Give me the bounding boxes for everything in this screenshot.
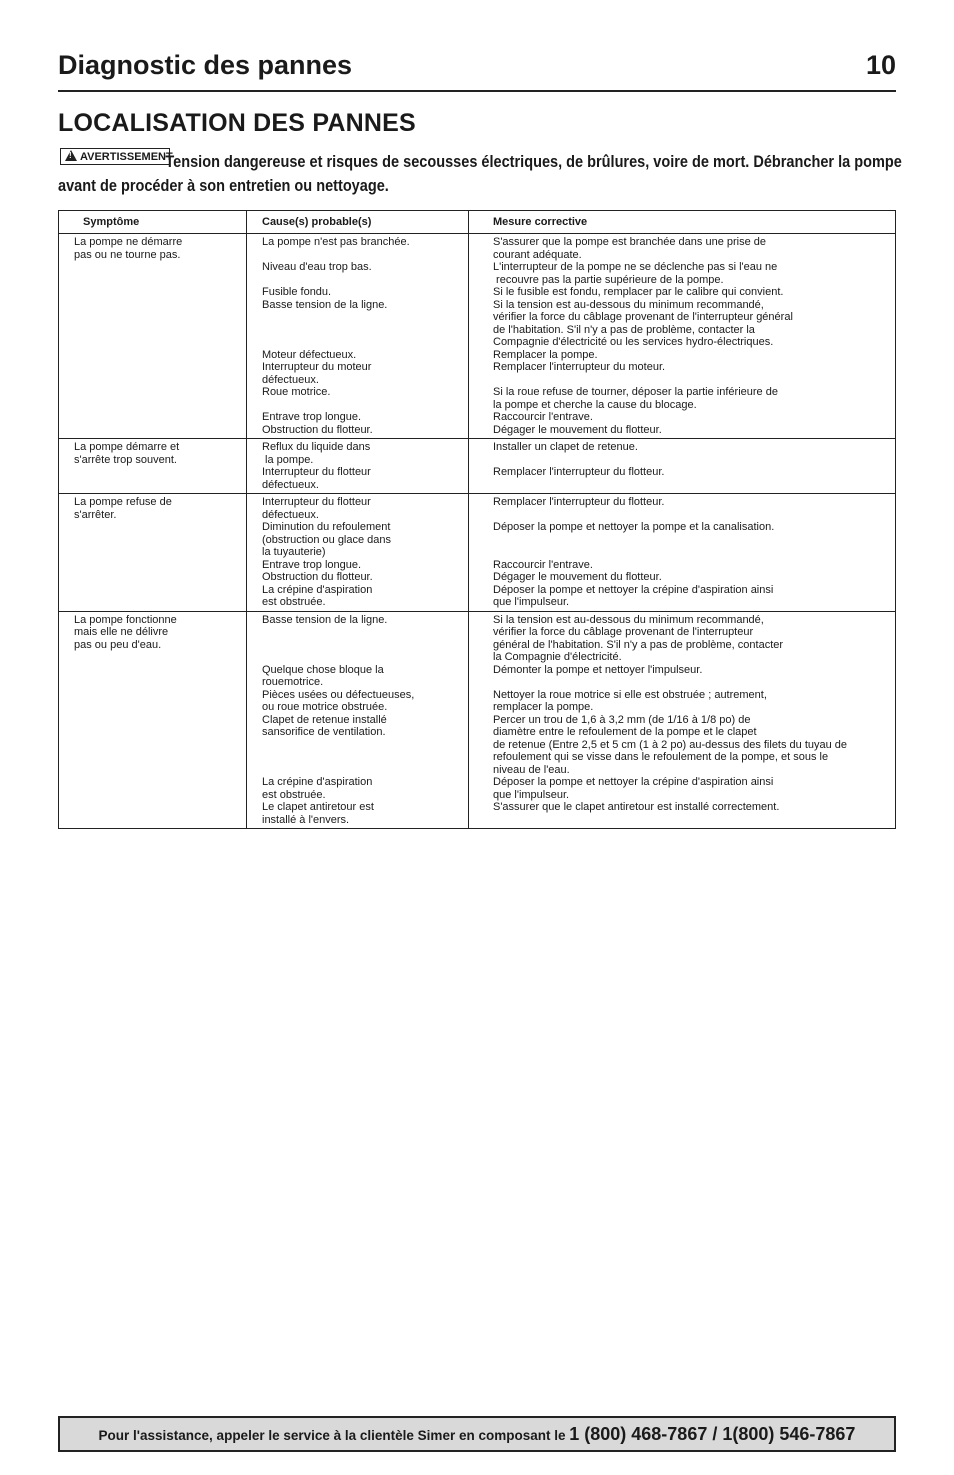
cell-line: sansorifice de ventilation. bbox=[262, 726, 386, 738]
cell-line: Niveau d'eau trop bas. bbox=[262, 261, 372, 273]
cell-measure bbox=[469, 234, 896, 439]
cell-line: Déposer la pompe et nettoyer la pompe et la canalisation. bbox=[493, 521, 775, 533]
cell-cause bbox=[247, 611, 469, 829]
cell-symptom bbox=[59, 494, 247, 612]
column-header-measure: Mesure corrective bbox=[469, 211, 896, 234]
cell-line bbox=[469, 814, 895, 827]
cell-line bbox=[469, 479, 895, 492]
cell-line bbox=[469, 454, 895, 467]
page-title: Diagnostic des pannes bbox=[58, 50, 353, 80]
cell-line bbox=[247, 249, 468, 262]
cell-line bbox=[247, 336, 468, 349]
page-header bbox=[58, 50, 896, 92]
cell-line: Déposer la pompe et nettoyer la crépine d'aspiration ainsi bbox=[493, 776, 774, 788]
cell-line: Si la tension est au-dessous du minimum recommandé, bbox=[493, 298, 764, 311]
cell-line: s'arrêter. bbox=[74, 508, 117, 521]
cell-line bbox=[247, 739, 468, 752]
cell-line: Remplacer l'interrupteur du flotteur. bbox=[493, 466, 665, 478]
cell-line: La pompe fonctionne bbox=[74, 613, 177, 626]
cell-line: Pièces usées ou défectueuses, bbox=[262, 688, 415, 701]
cell-line bbox=[247, 399, 468, 412]
cell-line: Démonter la pompe et nettoyer l'impulseur. bbox=[493, 663, 703, 676]
cell-line: Si la tension est au-dessous du minimum recommandé, bbox=[493, 613, 764, 626]
cell-line bbox=[469, 676, 895, 689]
cell-line: (obstruction ou glace dans bbox=[262, 533, 392, 546]
cell-line: Basse tension de la ligne. bbox=[262, 298, 388, 311]
cell-line: Raccourcir l'entrave. bbox=[493, 558, 593, 571]
cell-line: rouemotrice. bbox=[262, 676, 324, 688]
cell-line: s'arrête trop souvent. bbox=[74, 453, 177, 466]
cell-line: S'assurer que la pompe est branchée dans une prise de bbox=[493, 236, 766, 248]
cell-line: S'assurer que le clapet antiretour est installé correctement. bbox=[493, 801, 780, 813]
cell-line: défectueux. bbox=[262, 508, 319, 521]
cell-line: Moteur défectueux. bbox=[262, 348, 357, 361]
page-number: 10 bbox=[865, 50, 896, 80]
cell-line: de l'habitation. S'il n'y a pas de problème, contacter la bbox=[493, 323, 755, 336]
cell-line: la pompe et cherche la cause du blocage. bbox=[493, 398, 697, 411]
cell-line bbox=[247, 651, 468, 664]
cell-line bbox=[247, 764, 468, 777]
cell-line: général de l'habitation. S'il n'y a pas de problème, contacter bbox=[493, 638, 784, 651]
table-row bbox=[59, 494, 896, 612]
cell-line: recouvre pas la partie supérieure de la pompe. bbox=[493, 273, 724, 286]
cell-line: Basse tension de la ligne. bbox=[262, 613, 388, 626]
cell-line: Obstruction du flotteur. bbox=[262, 423, 373, 436]
cell-line: Interrupteur du flotteur bbox=[262, 466, 371, 478]
cell-line: Remplacer l'interrupteur du flotteur. bbox=[493, 496, 665, 508]
cell-line: La crépine d'aspiration bbox=[262, 583, 373, 596]
column-header-cause: Cause(s) probable(s) bbox=[247, 211, 469, 234]
cell-line bbox=[469, 374, 895, 387]
cell-line: niveau de l'eau. bbox=[493, 763, 570, 776]
cell-line: Compagnie d'électricité ou les services hydro-électriques. bbox=[493, 336, 774, 348]
cell-line: Déposer la pompe et nettoyer la crépine d'aspiration ainsi bbox=[493, 583, 774, 596]
cell-line: La pompe démarre et bbox=[74, 441, 180, 453]
cell-line: Dégager le mouvement du flotteur. bbox=[493, 571, 662, 583]
cell-measure bbox=[469, 611, 896, 829]
cell-line: vérifier la force du câblage provenant de l'interrupteur général bbox=[493, 311, 793, 323]
cell-line: Percer un trou de 1,6 à 3,2 mm (de 1/16 à 1/8 po) de bbox=[493, 713, 751, 726]
cell-cause bbox=[247, 494, 469, 612]
cell-line: Interrupteur du moteur bbox=[262, 361, 372, 373]
cell-line: la pompe. bbox=[262, 453, 314, 466]
cell-line: la Compagnie d'électricité. bbox=[493, 651, 622, 663]
cell-line: Reflux du liquide dans bbox=[262, 441, 371, 453]
cell-line bbox=[247, 274, 468, 287]
cell-line bbox=[247, 751, 468, 764]
cell-line: défectueux. bbox=[262, 373, 319, 386]
cell-line: Dégager le mouvement du flotteur. bbox=[493, 423, 662, 436]
cell-line: ou roue motrice obstruée. bbox=[262, 701, 388, 713]
cell-line: La pompe refuse de bbox=[74, 496, 172, 508]
cell-line: remplacer la pompe. bbox=[493, 701, 594, 713]
cell-line: Installer un clapet de retenue. bbox=[493, 441, 638, 453]
cell-line: est obstruée. bbox=[262, 788, 326, 801]
cell-line: courant adéquate. bbox=[493, 248, 582, 261]
cell-line: pas ou ne tourne pas. bbox=[74, 248, 181, 261]
cell-line: Entrave trop longue. bbox=[262, 558, 362, 571]
cell-line: Obstruction du flotteur. bbox=[262, 571, 373, 583]
cell-line: défectueux. bbox=[262, 478, 319, 491]
footer-text: Pour l'assistance, appeler le service à la clientèle Simer en composant le bbox=[98, 1428, 570, 1443]
cell-symptom bbox=[59, 439, 247, 494]
cell-line: Roue motrice. bbox=[262, 386, 331, 398]
cell-line: mais elle ne délivre bbox=[74, 626, 169, 638]
cell-line bbox=[469, 534, 895, 547]
warning-text: Tension dangereuse et risques de secousses électriques, de brûlures, voire de mort. Débrancher la pompe avant de procéder à son entretien ou nettoyage. bbox=[58, 153, 902, 195]
warning-badge-label: AVERTISSEMENT bbox=[80, 151, 173, 163]
cell-line bbox=[247, 626, 468, 639]
cell-line bbox=[247, 311, 468, 324]
cell-cause bbox=[247, 439, 469, 494]
cell-line: Nettoyer la roue motrice si elle est obstruée ; autrement, bbox=[493, 688, 767, 701]
cell-line: Diminution du refoulement bbox=[262, 521, 391, 533]
cell-symptom bbox=[59, 234, 247, 439]
cell-line: que l'impulseur. bbox=[493, 596, 570, 608]
cell-line: Si le fusible est fondu, remplacer par le calibre qui convient. bbox=[493, 286, 784, 298]
cell-line: Raccourcir l'entrave. bbox=[493, 411, 593, 423]
cell-cause bbox=[247, 234, 469, 439]
cell-measure bbox=[469, 494, 896, 612]
cell-line: est obstruée. bbox=[262, 596, 326, 608]
cell-line: la tuyauterie) bbox=[262, 546, 326, 558]
column-header-symptom: Symptôme bbox=[59, 211, 247, 234]
cell-symptom bbox=[59, 611, 247, 829]
cell-line: Si la roue refuse de tourner, déposer la partie inférieure de bbox=[493, 386, 778, 398]
section-title: LOCALISATION DES PANNES bbox=[58, 109, 416, 137]
table-row bbox=[59, 439, 896, 494]
cell-line bbox=[469, 546, 895, 559]
cell-line: Le clapet antiretour est bbox=[262, 801, 374, 813]
table-row bbox=[59, 234, 896, 439]
cell-line: Remplacer l'interrupteur du moteur. bbox=[493, 361, 666, 373]
cell-line: de retenue (Entre 2,5 et 5 cm (1 à 2 po) au-dessus des filets du tuyau de bbox=[493, 738, 848, 751]
table-row bbox=[59, 611, 896, 829]
cell-line: Entrave trop longue. bbox=[262, 411, 362, 423]
cell-line: La crépine d'aspiration bbox=[262, 776, 373, 788]
cell-line: La pompe ne démarre bbox=[74, 236, 183, 248]
cell-line: pas ou peu d'eau. bbox=[74, 638, 162, 651]
cell-line bbox=[469, 509, 895, 522]
cell-line: Fusible fondu. bbox=[262, 286, 332, 298]
cell-line: vérifier la force du câblage provenant de l'interrupteur bbox=[493, 626, 754, 638]
cell-line bbox=[247, 639, 468, 652]
cell-line: L'interrupteur de la pompe ne se déclenche pas si l'eau ne bbox=[493, 261, 778, 273]
troubleshooting-table bbox=[58, 210, 896, 829]
cell-line: Quelque chose bloque la bbox=[262, 663, 384, 676]
table-header-row bbox=[59, 211, 896, 234]
cell-measure bbox=[469, 439, 896, 494]
cell-line: Clapet de retenue installé bbox=[262, 713, 387, 726]
cell-line: Interrupteur du flotteur bbox=[262, 496, 371, 508]
footer-assistance-bar bbox=[58, 1416, 896, 1452]
cell-line: La pompe n'est pas branchée. bbox=[262, 236, 410, 248]
footer-phone: 1 (800) 468-7867 / 1(800) 546-7867 bbox=[569, 1424, 856, 1444]
cell-line: installé à l'envers. bbox=[262, 813, 350, 826]
cell-line: diamètre entre le refoulement de la pompe et le clapet bbox=[493, 726, 757, 738]
cell-line: que l'impulseur. bbox=[493, 788, 570, 801]
cell-line bbox=[247, 324, 468, 337]
cell-line: Remplacer la pompe. bbox=[493, 348, 598, 361]
cell-line: refoulement qui se visse dans le refoulement de la pompe, et sous le bbox=[493, 751, 829, 763]
